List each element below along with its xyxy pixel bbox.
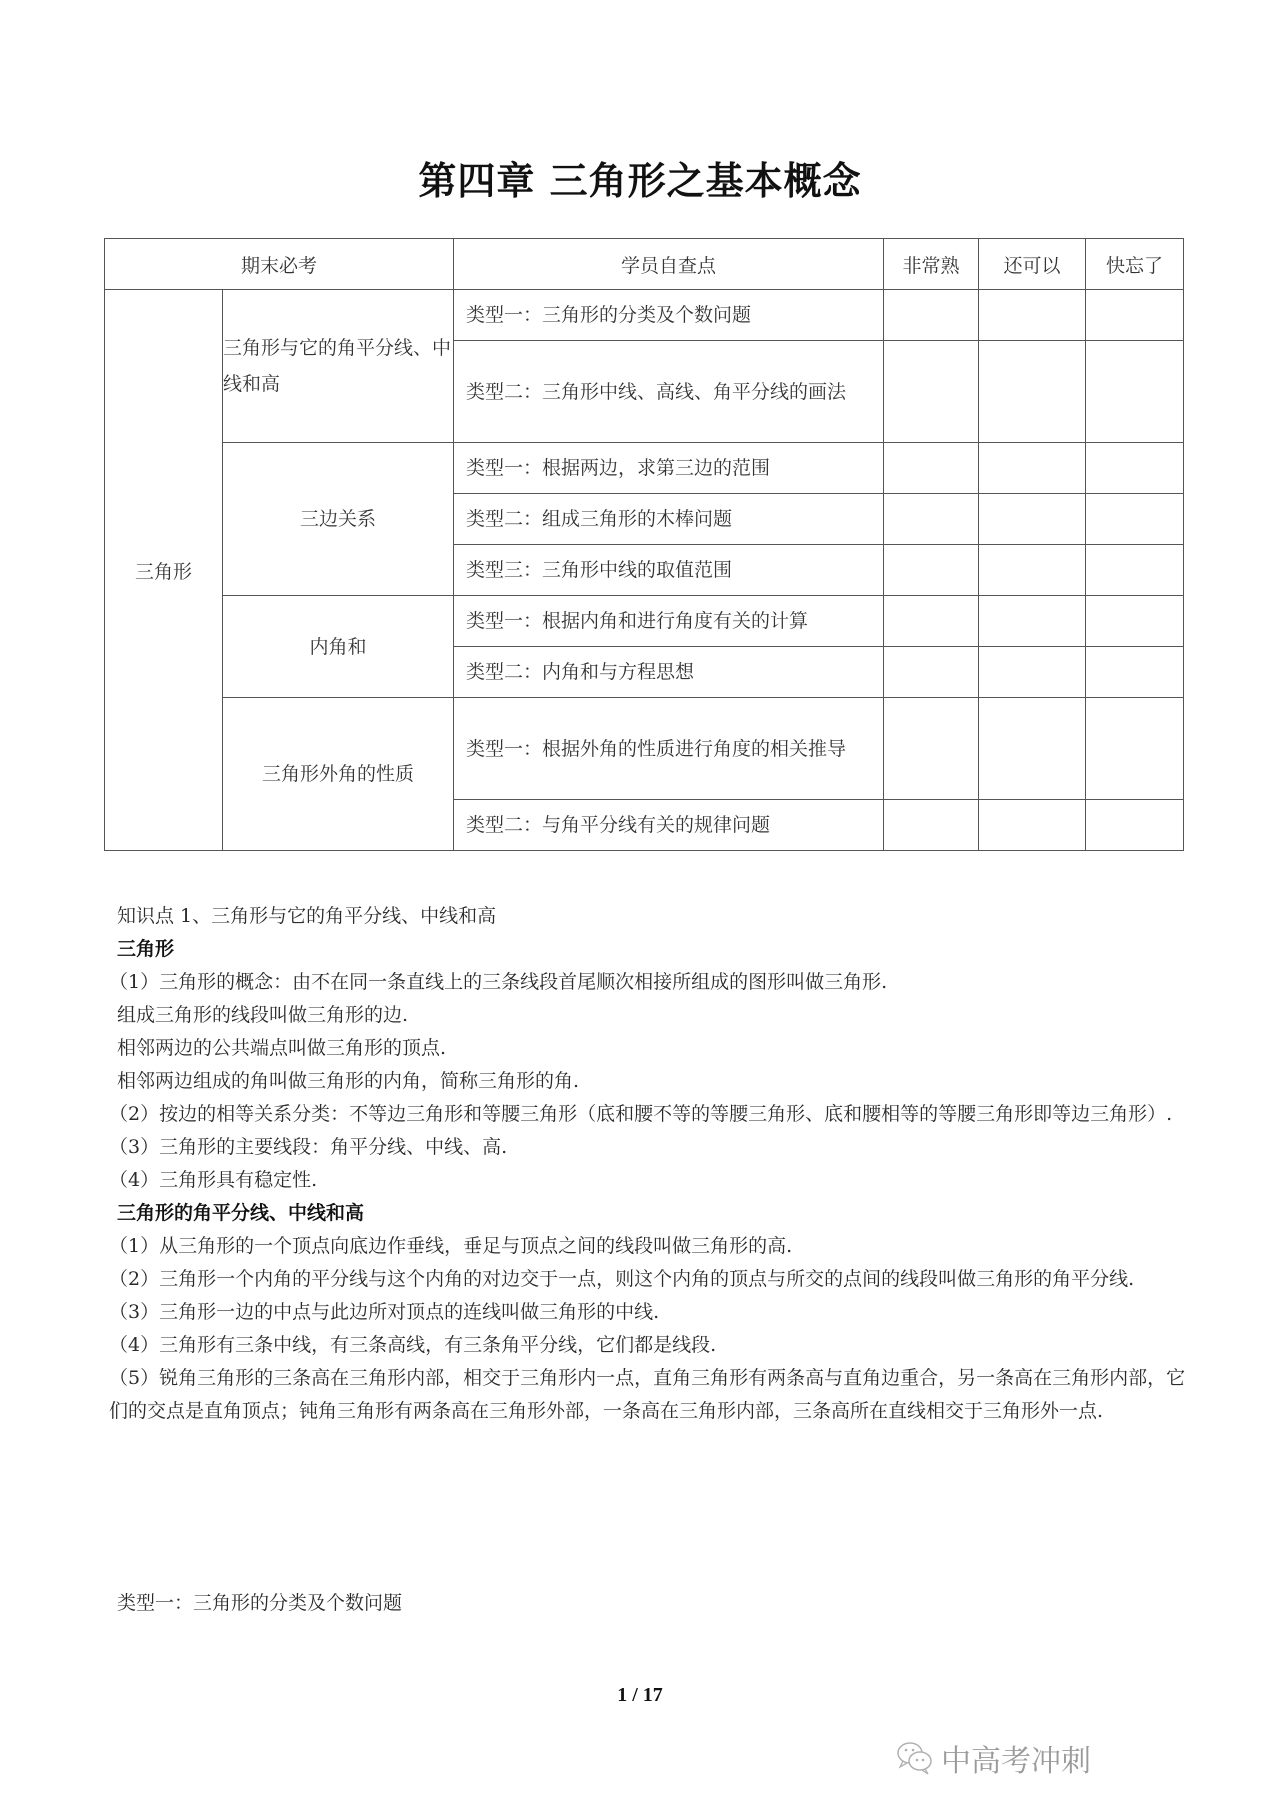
paragraph-line: 相邻两边组成的角叫做三角形的内角，简称三角形的角. — [117, 1070, 580, 1092]
check-forgot[interactable] — [1086, 698, 1184, 800]
section-heading-triangle: 三角形 — [117, 938, 175, 960]
check-ok[interactable] — [979, 341, 1086, 443]
check-ok[interactable] — [979, 494, 1086, 545]
topic-cell: 内角和 — [223, 596, 454, 698]
check-very-familiar[interactable] — [884, 800, 979, 851]
topic-cell: 三边关系 — [223, 443, 454, 596]
table-row — [105, 443, 1184, 494]
check-ok[interactable] — [979, 443, 1086, 494]
table-row — [105, 698, 1184, 800]
paragraph-line: 组成三角形的线段叫做三角形的边. — [117, 1004, 409, 1026]
header-ok: 还可以 — [979, 239, 1086, 290]
self-check-table — [104, 238, 1184, 851]
check-very-familiar[interactable] — [884, 494, 979, 545]
table-row — [105, 290, 1184, 341]
paragraph-line: （4）三角形具有稳定性. — [109, 1169, 318, 1191]
check-ok[interactable] — [979, 698, 1086, 800]
check-very-familiar[interactable] — [884, 596, 979, 647]
type-cell: 类型一：根据外角的性质进行角度的相关推导 — [454, 698, 884, 800]
type-cell: 类型二：三角形中线、高线、角平分线的画法 — [454, 341, 884, 443]
topic-cell: 三角形与它的角平分线、中线和高 — [223, 290, 454, 443]
type-cell: 类型二：内角和与方程思想 — [454, 647, 884, 698]
section-heading-lines: 三角形的角平分线、中线和高 — [117, 1202, 365, 1224]
paragraph-line: （1）从三角形的一个顶点向底边作垂线，垂足与顶点之间的线段叫做三角形的高. — [109, 1235, 793, 1257]
check-forgot[interactable] — [1086, 596, 1184, 647]
paragraph-line: （1）三角形的概念：由不在同一条直线上的三条线段首尾顺次相接所组成的图形叫做三角形. — [109, 971, 888, 993]
section-type-heading: 类型一：三角形的分类及个数问题 — [117, 1592, 403, 1614]
category-cell: 三角形 — [105, 290, 223, 851]
header-self-check: 学员自查点 — [454, 239, 884, 290]
page-number: 1 / 17 — [617, 1684, 663, 1706]
check-forgot[interactable] — [1086, 494, 1184, 545]
paragraph-line: （2）三角形一个内角的平分线与这个内角的对边交于一点，则这个内角的顶点与所交的点间的线段叫做三角形的角平分线. — [109, 1268, 1135, 1290]
check-very-familiar[interactable] — [884, 647, 979, 698]
paragraph-line: （3）三角形一边的中点与此边所对顶点的连线叫做三角形的中线. — [109, 1301, 660, 1323]
type-cell: 类型一：根据两边，求第三边的范围 — [454, 443, 884, 494]
type-cell: 类型一：根据内角和进行角度有关的计算 — [454, 596, 884, 647]
check-very-familiar[interactable] — [884, 443, 979, 494]
check-ok[interactable] — [979, 290, 1086, 341]
check-forgot[interactable] — [1086, 647, 1184, 698]
check-forgot[interactable] — [1086, 800, 1184, 851]
check-forgot[interactable] — [1086, 290, 1184, 341]
paragraph-line: （4）三角形有三条中线，有三条高线，有三条角平分线，它们都是线段. — [109, 1334, 717, 1356]
table-header-row — [105, 239, 1184, 290]
header-forgot: 快忘了 — [1086, 239, 1184, 290]
knowledge-point-heading: 知识点 1、三角形与它的角平分线、中线和高 — [117, 905, 497, 927]
check-forgot[interactable] — [1086, 443, 1184, 494]
check-ok[interactable] — [979, 545, 1086, 596]
paragraph-line: （2）按边的相等关系分类：不等边三角形和等腰三角形（底和腰不等的等腰三角形、底和腰相等的等腰三角形即等边三角形）. — [109, 1103, 1173, 1125]
watermark — [895, 1736, 1091, 1780]
header-exam: 期末必考 — [105, 239, 454, 290]
topic-cell: 三角形外角的性质 — [223, 698, 454, 851]
wechat-icon — [895, 1739, 935, 1777]
paragraph-line: 相邻两边的公共端点叫做三角形的顶点. — [117, 1037, 447, 1059]
page-title: 第四章 三角形之基本概念 — [418, 158, 862, 203]
header-very-familiar: 非常熟 — [884, 239, 979, 290]
body-content — [109, 900, 1187, 1428]
check-very-familiar[interactable] — [884, 341, 979, 443]
type-cell: 类型一：三角形的分类及个数问题 — [454, 290, 884, 341]
check-forgot[interactable] — [1086, 545, 1184, 596]
check-very-familiar[interactable] — [884, 290, 979, 341]
check-ok[interactable] — [979, 647, 1086, 698]
type-cell: 类型二：与角平分线有关的规律问题 — [454, 800, 884, 851]
type-cell: 类型二：组成三角形的木棒问题 — [454, 494, 884, 545]
check-very-familiar[interactable] — [884, 545, 979, 596]
check-very-familiar[interactable] — [884, 698, 979, 800]
paragraph-line: （3）三角形的主要线段：角平分线、中线、高. — [109, 1136, 508, 1158]
watermark-text: 中高考冲刺 — [941, 1744, 1091, 1779]
paragraph-line: （5）锐角三角形的三条高在三角形内部，相交于三角形内一点，直角三角形有两条高与直角边重合，另一条高在三角形内部，它们的交点是直角顶点；钝角三角形有两条高在三角形外部，一条高在三角形内部，三条高所在直线相交于三角形外一点. — [109, 1367, 1186, 1422]
check-ok[interactable] — [979, 596, 1086, 647]
table-row — [105, 596, 1184, 647]
check-forgot[interactable] — [1086, 341, 1184, 443]
type-cell: 类型三：三角形中线的取值范围 — [454, 545, 884, 596]
check-ok[interactable] — [979, 800, 1086, 851]
